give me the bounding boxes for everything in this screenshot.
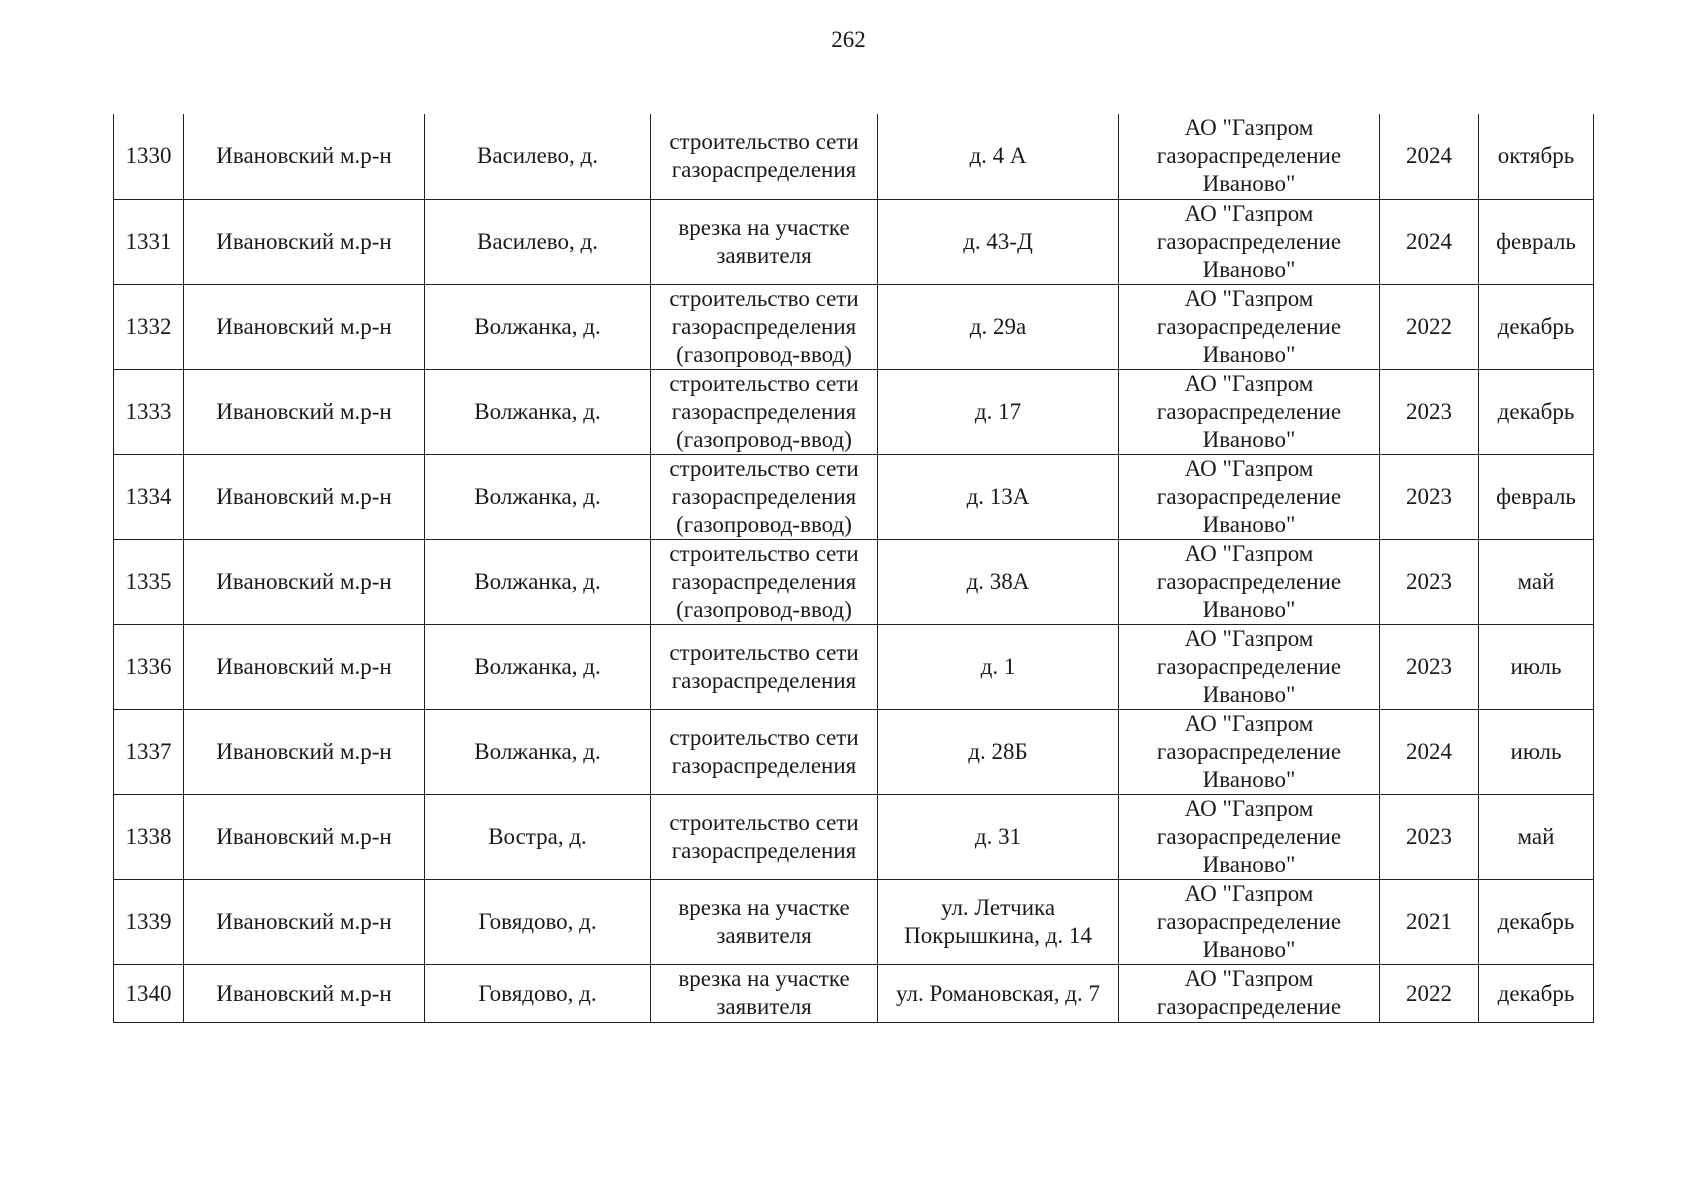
year-cell: 2024 <box>1380 114 1479 199</box>
district-cell: Ивановский м.р-н <box>184 539 425 624</box>
organization-cell: АО "Газпром газораспределение Иваново" <box>1119 539 1380 624</box>
settlement-cell: Василево, д. <box>425 199 651 284</box>
work-type-cell: строительство сети газораспределения (газопровод-ввод) <box>651 539 878 624</box>
row-number-cell: 1338 <box>114 794 184 879</box>
year-cell: 2023 <box>1380 369 1479 454</box>
settlement-cell: Волжанка, д. <box>425 284 651 369</box>
settlement-cell: Василево, д. <box>425 114 651 199</box>
month-cell: май <box>1479 794 1594 879</box>
row-number-cell: 1334 <box>114 454 184 539</box>
month-cell: июль <box>1479 709 1594 794</box>
district-cell: Ивановский м.р-н <box>184 454 425 539</box>
settlement-cell: Волжанка, д. <box>425 369 651 454</box>
district-cell: Ивановский м.р-н <box>184 794 425 879</box>
work-type-cell: строительство сети газораспределения <box>651 624 878 709</box>
address-cell: ул. Романовская, д. 7 <box>878 964 1119 1022</box>
month-cell: декабрь <box>1479 879 1594 964</box>
year-cell: 2024 <box>1380 199 1479 284</box>
settlement-cell: Волжанка, д. <box>425 624 651 709</box>
organization-cell: АО "Газпром газораспределение Иваново" <box>1119 709 1380 794</box>
work-type-cell: строительство сети газораспределения (газопровод-ввод) <box>651 454 878 539</box>
district-cell: Ивановский м.р-н <box>184 709 425 794</box>
work-type-cell: строительство сети газораспределения <box>651 114 878 199</box>
table-row <box>114 709 1594 794</box>
table-row <box>114 964 1594 1022</box>
row-number-cell: 1330 <box>114 114 184 199</box>
address-cell: д. 38А <box>878 539 1119 624</box>
organization-cell: АО "Газпром газораспределение Иваново" <box>1119 794 1380 879</box>
table-row <box>114 114 1594 199</box>
month-cell: декабрь <box>1479 284 1594 369</box>
month-cell: февраль <box>1479 199 1594 284</box>
organization-cell: АО "Газпром газораспределение Иваново" <box>1119 284 1380 369</box>
year-cell: 2023 <box>1380 794 1479 879</box>
month-cell: октябрь <box>1479 114 1594 199</box>
table-row <box>114 624 1594 709</box>
organization-cell: АО "Газпром газораспределение Иваново" <box>1119 114 1380 199</box>
month-cell: май <box>1479 539 1594 624</box>
work-type-cell: строительство сети газораспределения (газопровод-ввод) <box>651 369 878 454</box>
address-cell: д. 29а <box>878 284 1119 369</box>
year-cell: 2023 <box>1380 539 1479 624</box>
month-cell: декабрь <box>1479 964 1594 1022</box>
month-cell: июль <box>1479 624 1594 709</box>
row-number-cell: 1336 <box>114 624 184 709</box>
address-cell: д. 1 <box>878 624 1119 709</box>
district-cell: Ивановский м.р-н <box>184 284 425 369</box>
table-row <box>114 369 1594 454</box>
address-cell: ул. Летчика Покрышкина, д. 14 <box>878 879 1119 964</box>
work-type-cell: строительство сети газораспределения <box>651 709 878 794</box>
gas-connection-table <box>113 114 1594 1023</box>
district-cell: Ивановский м.р-н <box>184 964 425 1022</box>
row-number-cell: 1337 <box>114 709 184 794</box>
table-row <box>114 879 1594 964</box>
row-number-cell: 1340 <box>114 964 184 1022</box>
organization-cell: АО "Газпром газораспределение <box>1119 964 1380 1022</box>
address-cell: д. 13А <box>878 454 1119 539</box>
district-cell: Ивановский м.р-н <box>184 624 425 709</box>
work-type-cell: строительство сети газораспределения (газопровод-ввод) <box>651 284 878 369</box>
address-cell: д. 31 <box>878 794 1119 879</box>
year-cell: 2022 <box>1380 284 1479 369</box>
table-row <box>114 794 1594 879</box>
row-number-cell: 1333 <box>114 369 184 454</box>
table-row <box>114 539 1594 624</box>
month-cell: февраль <box>1479 454 1594 539</box>
year-cell: 2024 <box>1380 709 1479 794</box>
organization-cell: АО "Газпром газораспределение Иваново" <box>1119 624 1380 709</box>
work-type-cell: врезка на участке заявителя <box>651 964 878 1022</box>
settlement-cell: Говядово, д. <box>425 964 651 1022</box>
district-cell: Ивановский м.р-н <box>184 369 425 454</box>
address-cell: д. 28Б <box>878 709 1119 794</box>
table-row <box>114 199 1594 284</box>
month-cell: декабрь <box>1479 369 1594 454</box>
table-row <box>114 454 1594 539</box>
district-cell: Ивановский м.р-н <box>184 879 425 964</box>
page-number: 262 <box>831 27 866 52</box>
settlement-cell: Вострa, д. <box>425 794 651 879</box>
table-row <box>114 284 1594 369</box>
settlement-cell: Говядово, д. <box>425 879 651 964</box>
row-number-cell: 1332 <box>114 284 184 369</box>
row-number-cell: 1339 <box>114 879 184 964</box>
work-type-cell: врезка на участке заявителя <box>651 879 878 964</box>
work-type-cell: строительство сети газораспределения <box>651 794 878 879</box>
district-cell: Ивановский м.р-н <box>184 199 425 284</box>
year-cell: 2021 <box>1380 879 1479 964</box>
year-cell: 2022 <box>1380 964 1479 1022</box>
settlement-cell: Волжанка, д. <box>425 709 651 794</box>
organization-cell: АО "Газпром газораспределение Иваново" <box>1119 199 1380 284</box>
settlement-cell: Волжанка, д. <box>425 539 651 624</box>
organization-cell: АО "Газпром газораспределение Иваново" <box>1119 879 1380 964</box>
work-type-cell: врезка на участке заявителя <box>651 199 878 284</box>
address-cell: д. 4 А <box>878 114 1119 199</box>
organization-cell: АО "Газпром газораспределение Иваново" <box>1119 454 1380 539</box>
district-cell: Ивановский м.р-н <box>184 114 425 199</box>
address-cell: д. 17 <box>878 369 1119 454</box>
address-cell: д. 43-Д <box>878 199 1119 284</box>
year-cell: 2023 <box>1380 624 1479 709</box>
settlement-cell: Волжанка, д. <box>425 454 651 539</box>
row-number-cell: 1335 <box>114 539 184 624</box>
organization-cell: АО "Газпром газораспределение Иваново" <box>1119 369 1380 454</box>
year-cell: 2023 <box>1380 454 1479 539</box>
row-number-cell: 1331 <box>114 199 184 284</box>
